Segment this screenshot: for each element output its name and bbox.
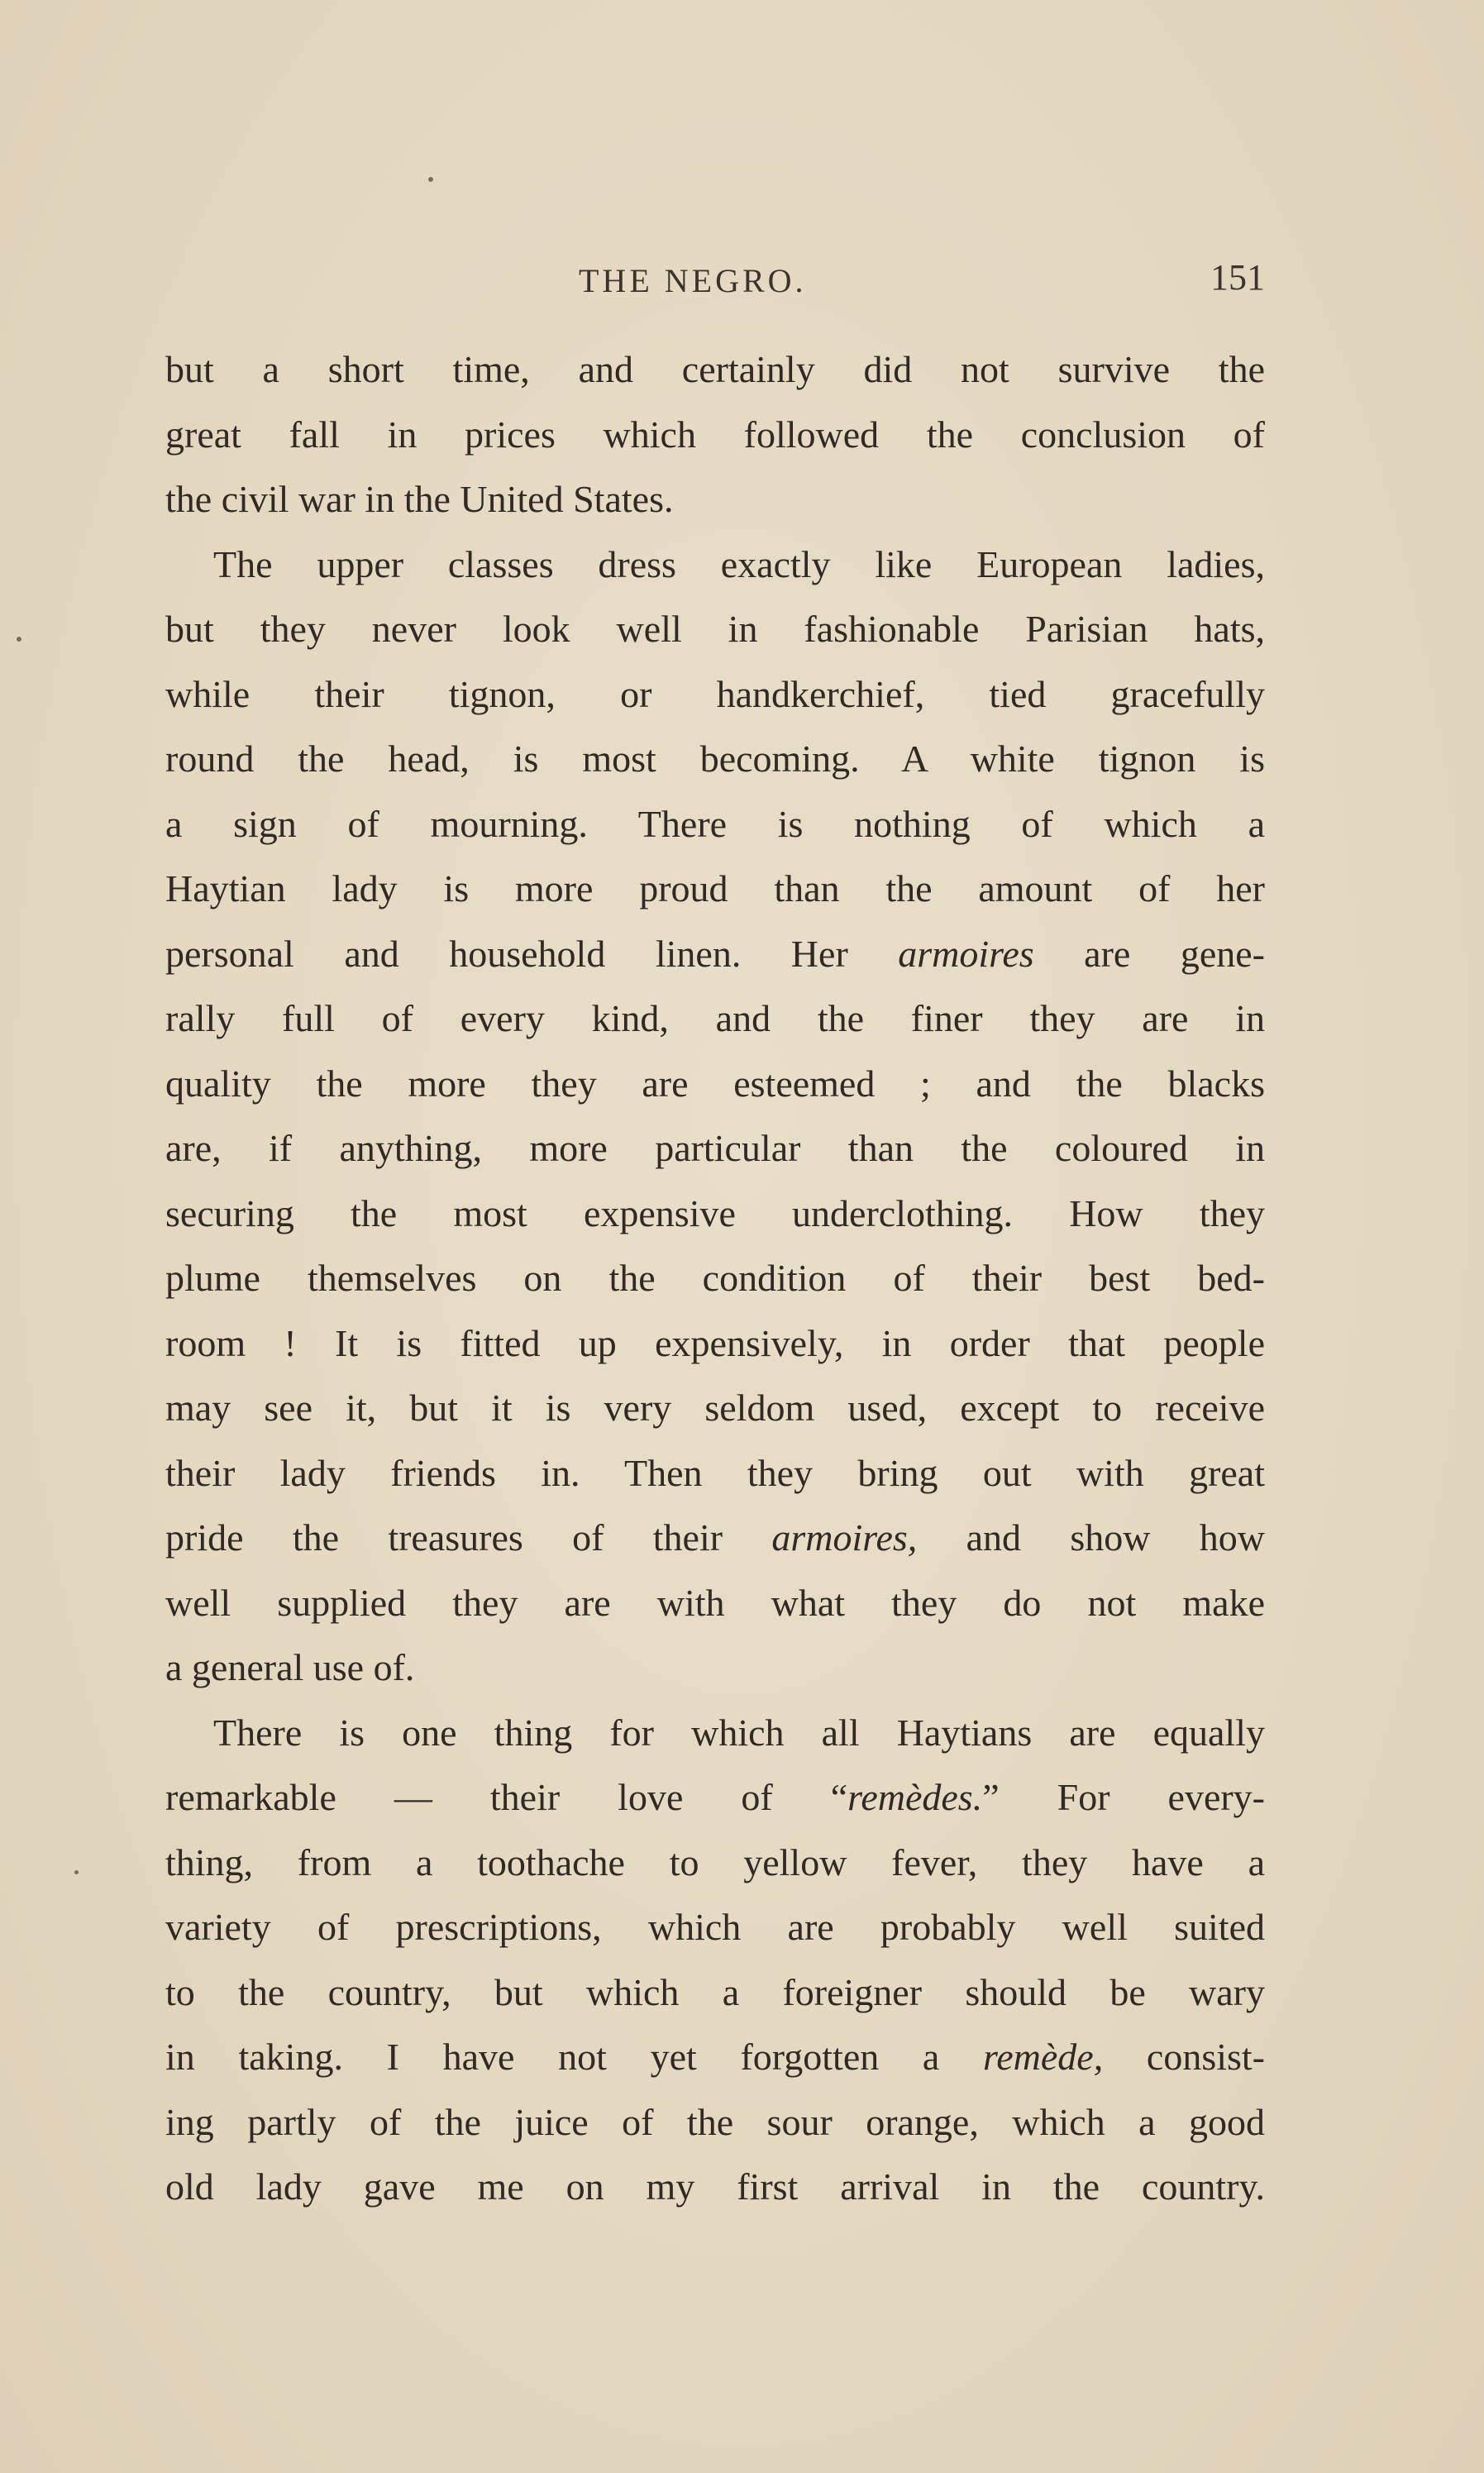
text-line: may see it, but it is very seldom used, except to receive (165, 1387, 1265, 1429)
italic-word: armoires (898, 932, 1034, 975)
text-line: Haytian lady is more proud than the amount of her (165, 867, 1265, 909)
text-line: thing, from a toothache to yellow fever, they have a (165, 1840, 1265, 1883)
text-run: in taking. I have not yet forgotten a (165, 2036, 984, 2078)
ink-speck (74, 1870, 79, 1874)
text-run: are gene- (1033, 932, 1265, 975)
italic-word: remèdes. (847, 1776, 983, 1818)
text-line (165, 1765, 1265, 1831)
text-line: while their tignon, or handkerchief, tied gracefully (165, 672, 1265, 715)
ink-speck (17, 637, 21, 642)
text-run: ” For every- (982, 1776, 1266, 1818)
text-line: to the country, but which a foreigner should be wary (165, 1970, 1265, 2013)
italic-word: armoires, (771, 1516, 918, 1559)
text-line: quality the more they are esteemed ; and the blacks (165, 1062, 1265, 1105)
text-line (165, 1506, 1265, 1571)
text-line: rally full of every kind, and the finer they are in (165, 997, 1265, 1039)
text-line: room ! It is fitted up expensively, in order that people (165, 1321, 1265, 1364)
text-line: variety of prescriptions, which are probably well suited (165, 1906, 1265, 1948)
text-line: well supplied they are with what they do not make (165, 1581, 1265, 1624)
page-header (165, 256, 1265, 306)
text-line: There is one thing for which all Haytians are equally (213, 1711, 1265, 1754)
text-line: the civil war in the United States. (165, 478, 674, 520)
text-line: are, if anything, more particular than the coloured in (165, 1127, 1265, 1169)
text-line: but they never look well in fashionable Parisian hats, (165, 608, 1265, 650)
text-line (165, 922, 1265, 987)
running-title: THE NEGRO. (579, 262, 807, 299)
text-run: and show how (917, 1516, 1265, 1559)
text-run: pride the treasures of their (165, 1516, 772, 1559)
text-line: plume themselves on the condition of their best bed- (165, 1257, 1265, 1299)
text-line: a general use of. (165, 1646, 415, 1688)
ink-speck (428, 177, 433, 182)
text-line: round the head, is most becoming. A white tignon is (165, 738, 1265, 780)
text-line: their lady friends in. Then they bring out with great (165, 1451, 1265, 1494)
text-line: but a short time, and certainly did not survive the (165, 348, 1265, 390)
text-run: consist- (1103, 2036, 1265, 2078)
text-run: personal and household linen. Her (165, 932, 899, 975)
text-line: a sign of mourning. There is nothing of which a (165, 802, 1265, 845)
text-line: The upper classes dress exactly like European ladies, (213, 542, 1265, 585)
text-line: old lady gave me on my first arrival in the country. (165, 2165, 1265, 2208)
text-line (165, 2025, 1265, 2090)
text-run: remarkable — their love of “ (165, 1776, 848, 1818)
text-line: securing the most expensive underclothing. How they (165, 1191, 1265, 1234)
italic-word: remède, (983, 2036, 1104, 2078)
page-number: 151 (1210, 257, 1265, 298)
text-line: great fall in prices which followed the conclusion of (165, 413, 1265, 456)
text-line: ing partly of the juice of the sour orange, which a good (165, 2100, 1265, 2143)
body-text (165, 337, 1265, 2220)
